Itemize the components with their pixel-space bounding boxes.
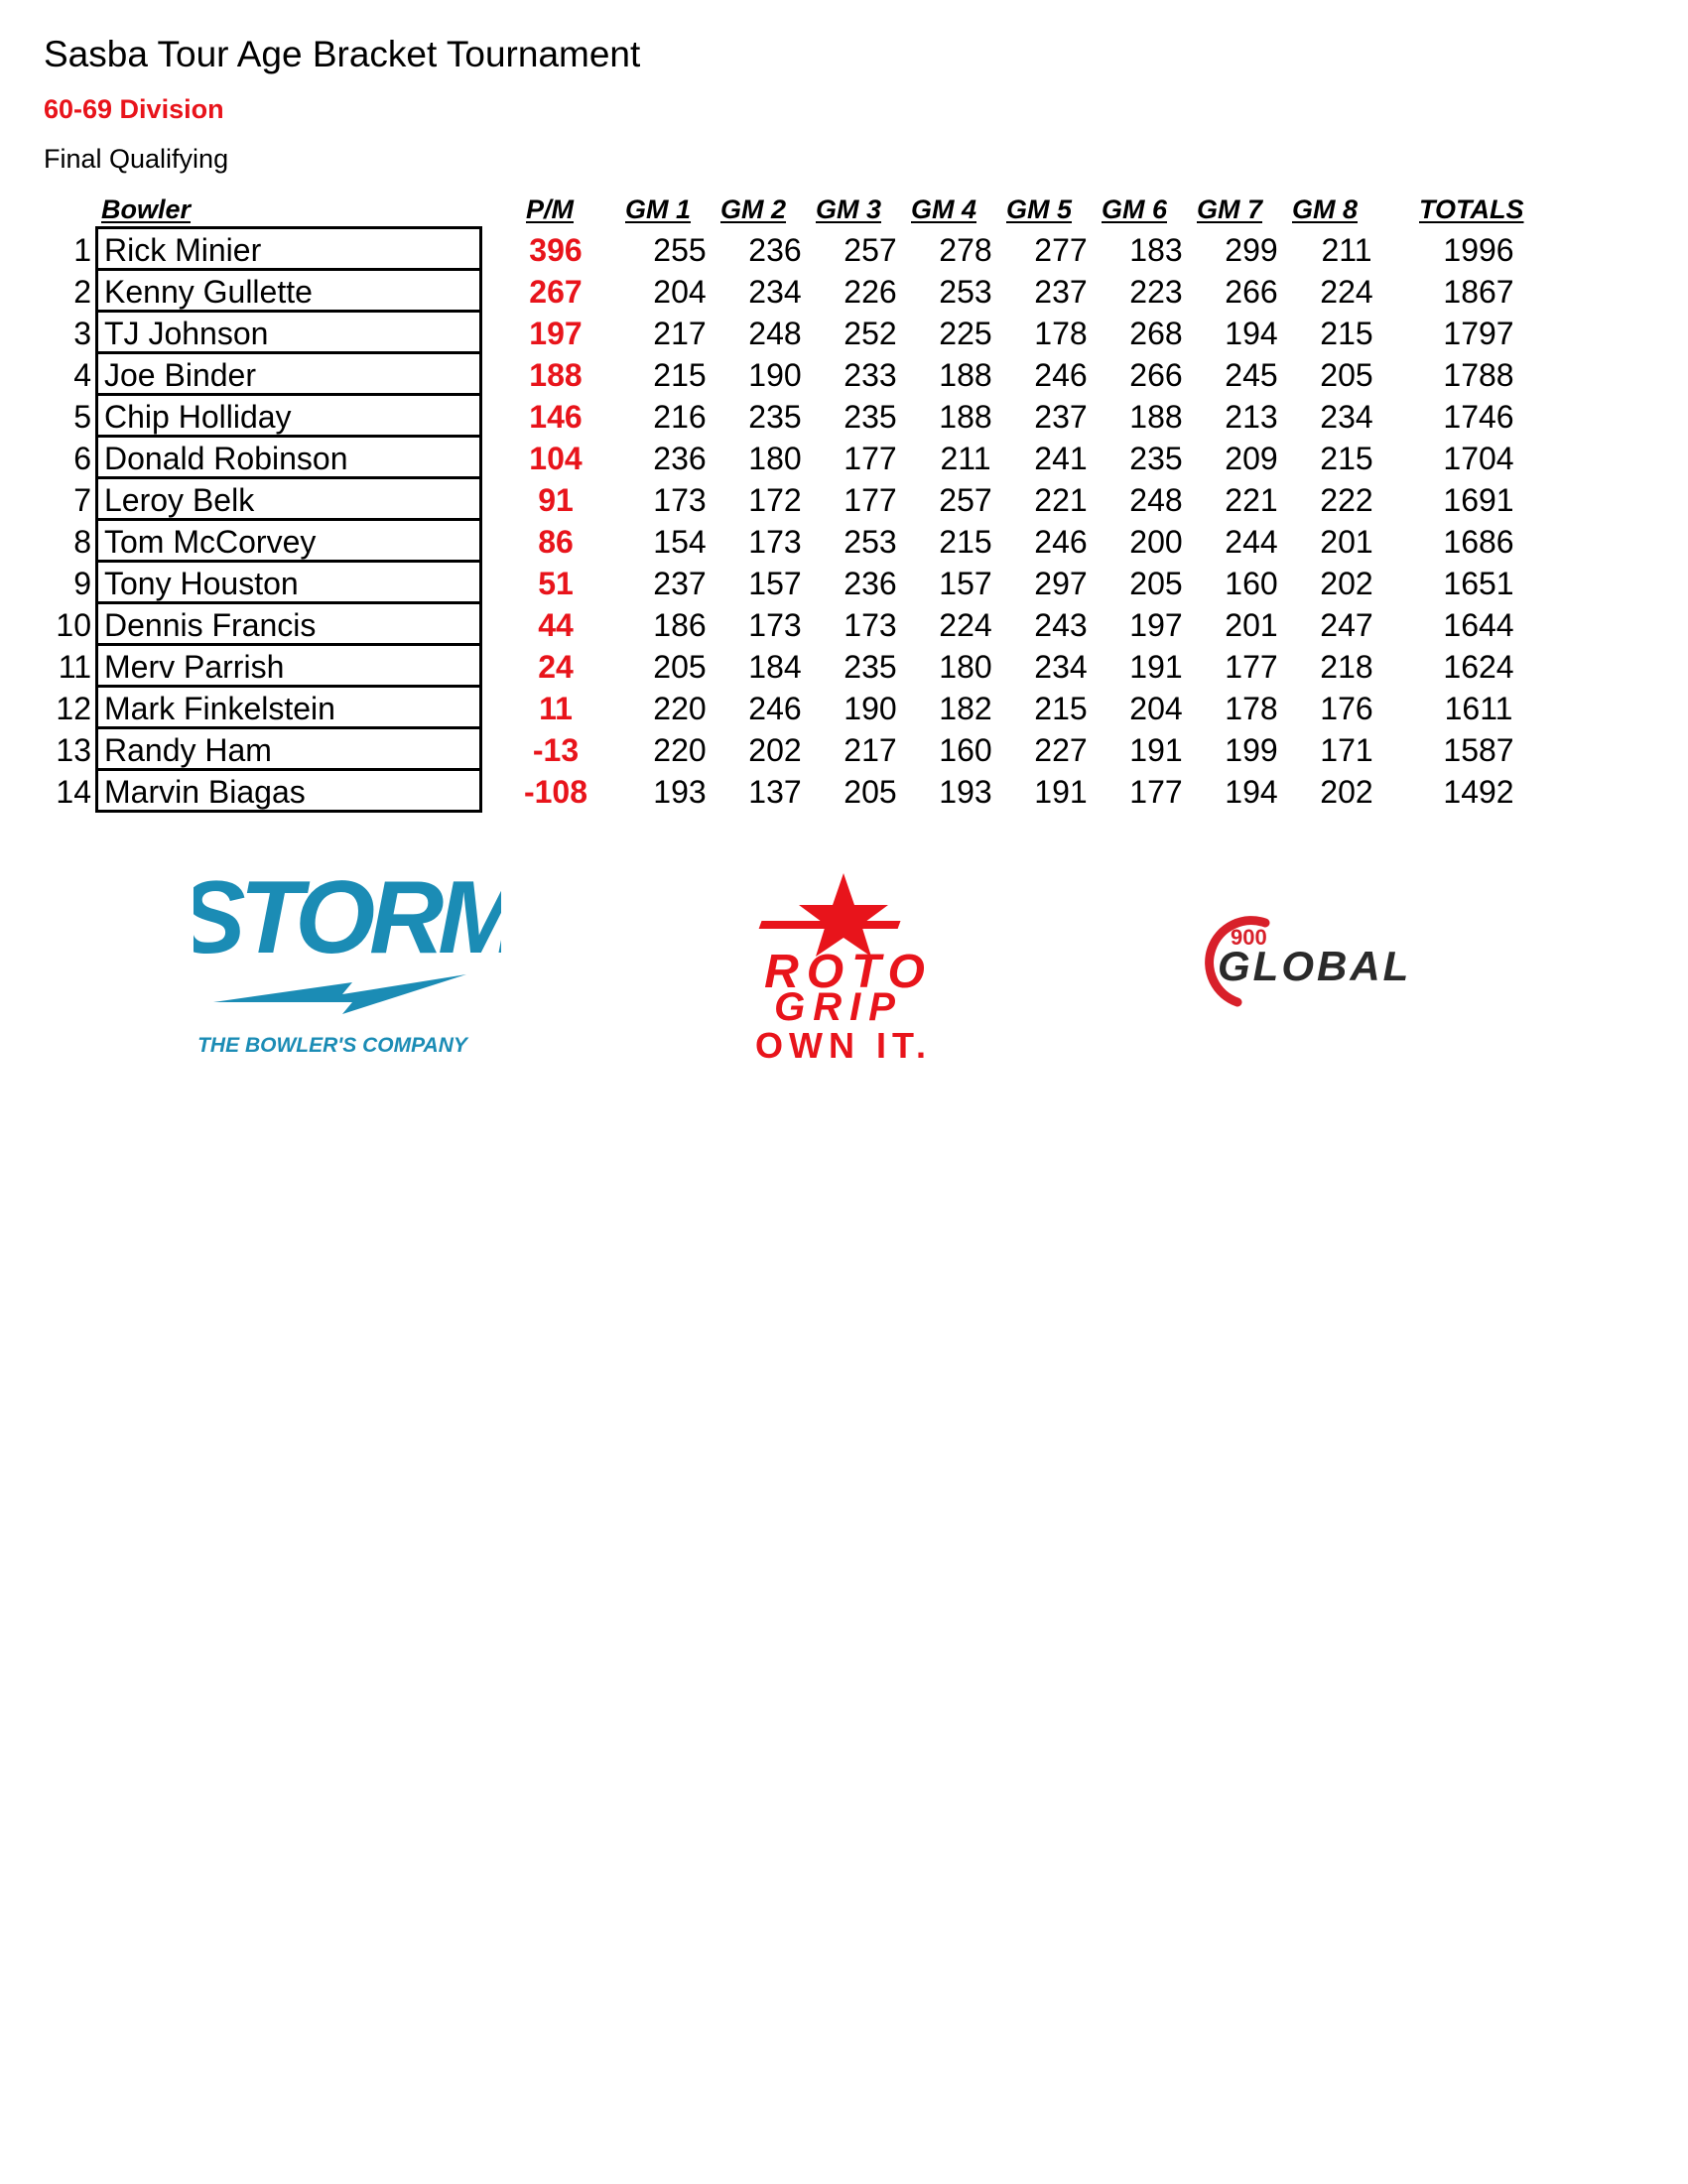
total-cell: 1644	[1443, 607, 1514, 643]
game-score-cell: 183	[1129, 232, 1183, 268]
game-score-cell: 220	[653, 732, 707, 768]
game-score-cell: 188	[1129, 399, 1183, 435]
game-score-cell: 204	[653, 274, 707, 310]
game-score-cell: 190	[748, 357, 802, 393]
pm-cell: 104	[529, 441, 583, 476]
game-score-cell: 246	[1034, 357, 1088, 393]
game-score-cell: 235	[1129, 441, 1183, 476]
game-score-cell: 171	[1320, 732, 1373, 768]
bowler-name-cell: TJ Johnson	[95, 313, 482, 354]
col-header-gm6: GM 6	[1102, 194, 1168, 224]
game-score-cell: 180	[748, 441, 802, 476]
col-header-gm4: GM 4	[911, 194, 977, 224]
game-score-cell: 236	[653, 441, 707, 476]
rank-cell: 8	[73, 524, 91, 560]
game-score-cell: 200	[1129, 524, 1183, 560]
game-score-cell: 201	[1225, 607, 1278, 643]
game-score-cell: 160	[1225, 566, 1278, 601]
bowler-name-cell: Tony Houston	[95, 563, 482, 604]
game-score-cell: 224	[1320, 274, 1373, 310]
global-logo	[1186, 903, 1513, 1012]
game-score-cell: 172	[748, 482, 802, 518]
col-header-pm: P/M	[526, 194, 575, 224]
pm-cell: 24	[538, 649, 574, 685]
global-logo-graphic	[1186, 903, 1513, 1012]
total-cell: 1797	[1443, 316, 1514, 351]
game-score-cell: 245	[1225, 357, 1278, 393]
game-score-cell: 160	[939, 732, 992, 768]
pm-cell: -13	[532, 732, 580, 768]
game-score-cell: 191	[1129, 649, 1183, 685]
game-score-cell: 205	[653, 649, 707, 685]
table-row	[0, 229, 1688, 271]
game-score-cell: 234	[1034, 649, 1088, 685]
star-icon	[799, 873, 888, 957]
pm-cell: 197	[529, 316, 583, 351]
game-score-cell: 204	[1129, 691, 1183, 726]
game-score-cell: 215	[653, 357, 707, 393]
table-row	[0, 688, 1688, 729]
game-score-cell: 182	[939, 691, 992, 726]
game-score-cell: 177	[844, 482, 897, 518]
rank-cell: 7	[73, 482, 91, 518]
game-score-cell: 177	[1129, 774, 1183, 810]
game-score-cell: 215	[1034, 691, 1088, 726]
rank-cell: 9	[73, 566, 91, 601]
game-score-cell: 205	[1129, 566, 1183, 601]
division-label: 60-69 Division	[44, 94, 224, 124]
rank-cell: 2	[73, 274, 91, 310]
game-score-cell: 188	[939, 357, 992, 393]
game-score-cell: 224	[939, 607, 992, 643]
game-score-cell: 194	[1225, 774, 1278, 810]
game-score-cell: 202	[748, 732, 802, 768]
storm-tagline: THE BOWLER'S COMPANY	[197, 1034, 467, 1057]
total-cell: 1587	[1443, 732, 1514, 768]
game-score-cell: 188	[939, 399, 992, 435]
bowler-name-cell: Rick Minier	[95, 229, 482, 271]
bowler-name-cell: Chip Holliday	[95, 396, 482, 438]
col-header-gm2: GM 2	[720, 194, 787, 224]
col-header-gm1: GM 1	[625, 194, 692, 224]
game-score-cell: 137	[748, 774, 802, 810]
game-score-cell: 221	[1034, 482, 1088, 518]
table-row	[0, 479, 1688, 521]
pm-cell: 146	[529, 399, 583, 435]
bowler-name-cell: Randy Ham	[95, 729, 482, 771]
game-score-cell: 237	[653, 566, 707, 601]
star-swoosh	[759, 921, 901, 929]
total-cell: 1867	[1443, 274, 1514, 310]
game-score-cell: 248	[1129, 482, 1183, 518]
storm-logo	[194, 853, 501, 1067]
game-score-cell: 157	[748, 566, 802, 601]
game-score-cell: 176	[1320, 691, 1373, 726]
table-row	[0, 313, 1688, 354]
game-score-cell: 205	[844, 774, 897, 810]
game-score-cell: 177	[844, 441, 897, 476]
pm-cell: 11	[539, 691, 573, 726]
bowler-name-cell: Donald Robinson	[95, 438, 482, 479]
total-cell: 1704	[1443, 441, 1514, 476]
game-score-cell: 235	[844, 399, 897, 435]
pm-cell: 188	[529, 357, 583, 393]
rank-cell: 10	[56, 607, 91, 643]
game-score-cell: 194	[1225, 316, 1278, 351]
col-header-bowler: Bowler	[101, 194, 192, 224]
game-score-cell: 193	[939, 774, 992, 810]
game-score-cell: 220	[653, 691, 707, 726]
game-score-cell: 257	[939, 482, 992, 518]
rank-cell: 5	[73, 399, 91, 435]
game-score-cell: 237	[1034, 274, 1088, 310]
storm-wordmark: STORM	[194, 860, 501, 975]
game-score-cell: 217	[844, 732, 897, 768]
lightning-bolt-icon	[213, 974, 466, 1014]
table-row	[0, 604, 1688, 646]
table-row	[0, 646, 1688, 688]
col-header-gm5: GM 5	[1006, 194, 1073, 224]
game-score-cell: 277	[1034, 232, 1088, 268]
game-score-cell: 199	[1225, 732, 1278, 768]
pm-cell: 44	[538, 607, 574, 643]
total-cell: 1996	[1443, 232, 1514, 268]
rank-cell: 12	[56, 691, 91, 726]
pm-cell: 86	[538, 524, 574, 560]
game-score-cell: 297	[1034, 566, 1088, 601]
game-score-cell: 184	[748, 649, 802, 685]
game-score-cell: 225	[939, 316, 992, 351]
game-score-cell: 243	[1034, 607, 1088, 643]
rank-cell: 6	[73, 441, 91, 476]
game-score-cell: 197	[1129, 607, 1183, 643]
section-subtitle: Final Qualifying	[44, 144, 229, 174]
bowler-name-cell: Joe Binder	[95, 354, 482, 396]
game-score-cell: 218	[1320, 649, 1373, 685]
game-score-cell: 241	[1034, 441, 1088, 476]
game-score-cell: 233	[844, 357, 897, 393]
pm-cell: 267	[529, 274, 583, 310]
game-score-cell: 154	[653, 524, 707, 560]
bowler-name-cell: Tom McCorvey	[95, 521, 482, 563]
game-score-cell: 216	[653, 399, 707, 435]
rotogrip-logo	[675, 873, 1022, 1062]
game-score-cell: 202	[1320, 774, 1373, 810]
game-score-cell: 209	[1225, 441, 1278, 476]
game-score-cell: 221	[1225, 482, 1278, 518]
game-score-cell: 173	[653, 482, 707, 518]
game-score-cell: 191	[1129, 732, 1183, 768]
game-score-cell: 205	[1320, 357, 1373, 393]
table-row	[0, 354, 1688, 396]
rank-cell: 13	[56, 732, 91, 768]
bowler-name-cell: Kenny Gullette	[95, 271, 482, 313]
col-header-gm3: GM 3	[816, 194, 882, 224]
rank-cell: 11	[58, 649, 91, 685]
col-header-gm7: GM 7	[1197, 194, 1263, 224]
table-row	[0, 438, 1688, 479]
game-score-cell: 215	[1320, 316, 1373, 351]
rank-cell: 14	[56, 774, 91, 810]
rank-cell: 3	[73, 316, 91, 351]
rotogrip-wordmark-roto: ROTO	[764, 946, 933, 998]
bowler-name-cell: Dennis Francis	[95, 604, 482, 646]
pm-cell: 396	[529, 232, 583, 268]
game-score-cell: 202	[1320, 566, 1373, 601]
total-cell: 1788	[1443, 357, 1514, 393]
game-score-cell: 236	[748, 232, 802, 268]
game-score-cell: 234	[748, 274, 802, 310]
game-score-cell: 173	[748, 524, 802, 560]
rotogrip-wordmark-grip: GRIP	[774, 985, 903, 1029]
table-row	[0, 271, 1688, 313]
total-cell: 1746	[1443, 399, 1514, 435]
game-score-cell: 177	[1225, 649, 1278, 685]
game-score-cell: 257	[844, 232, 897, 268]
game-score-cell: 252	[844, 316, 897, 351]
table-row	[0, 729, 1688, 771]
game-score-cell: 235	[748, 399, 802, 435]
game-score-cell: 244	[1225, 524, 1278, 560]
bowler-name-cell: Merv Parrish	[95, 646, 482, 688]
game-score-cell: 255	[653, 232, 707, 268]
game-score-cell: 222	[1320, 482, 1373, 518]
table-row	[0, 563, 1688, 604]
global-wordmark: GLOBAL	[1218, 943, 1412, 989]
game-score-cell: 157	[939, 566, 992, 601]
game-score-cell: 246	[1034, 524, 1088, 560]
total-cell: 1624	[1443, 649, 1514, 685]
game-score-cell: 227	[1034, 732, 1088, 768]
pm-cell: -108	[523, 774, 588, 810]
game-score-cell: 213	[1225, 399, 1278, 435]
game-score-cell: 268	[1129, 316, 1183, 351]
game-score-cell: 248	[748, 316, 802, 351]
game-score-cell: 246	[748, 691, 802, 726]
rotogrip-logo-graphic	[675, 873, 1022, 1062]
game-score-cell: 190	[844, 691, 897, 726]
pm-cell: 91	[538, 482, 574, 518]
page-title: Sasba Tour Age Bracket Tournament	[44, 34, 641, 74]
bowler-name-cell: Leroy Belk	[95, 479, 482, 521]
rotogrip-tagline: OWN IT.	[755, 1025, 932, 1062]
game-score-cell: 234	[1320, 399, 1373, 435]
game-score-cell: 223	[1129, 274, 1183, 310]
table-row	[0, 771, 1688, 813]
game-score-cell: 217	[653, 316, 707, 351]
game-score-cell: 236	[844, 566, 897, 601]
total-cell: 1651	[1443, 566, 1514, 601]
game-score-cell: 173	[748, 607, 802, 643]
game-score-cell: 193	[653, 774, 707, 810]
game-score-cell: 173	[844, 607, 897, 643]
game-score-cell: 178	[1225, 691, 1278, 726]
table-row	[0, 396, 1688, 438]
game-score-cell: 253	[939, 274, 992, 310]
game-score-cell: 235	[844, 649, 897, 685]
total-cell: 1492	[1443, 774, 1514, 810]
game-score-cell: 266	[1225, 274, 1278, 310]
table-row	[0, 521, 1688, 563]
col-header-totals: TOTALS	[1419, 194, 1524, 224]
game-score-cell: 278	[939, 232, 992, 268]
game-score-cell: 191	[1034, 774, 1088, 810]
game-score-cell: 299	[1225, 232, 1278, 268]
game-score-cell: 178	[1034, 316, 1088, 351]
game-score-cell: 215	[1320, 441, 1373, 476]
col-header-gm8: GM 8	[1292, 194, 1359, 224]
total-cell: 1611	[1444, 691, 1513, 726]
game-score-cell: 266	[1129, 357, 1183, 393]
game-score-cell: 180	[939, 649, 992, 685]
game-score-cell: 186	[653, 607, 707, 643]
game-score-cell: 211	[940, 441, 991, 476]
global-number: 900	[1231, 925, 1267, 950]
game-score-cell: 226	[844, 274, 897, 310]
storm-logo-graphic	[194, 853, 501, 1067]
game-score-cell: 211	[1321, 232, 1372, 268]
game-score-cell: 237	[1034, 399, 1088, 435]
game-score-cell: 253	[844, 524, 897, 560]
game-score-cell: 215	[939, 524, 992, 560]
total-cell: 1686	[1443, 524, 1514, 560]
rank-cell: 1	[73, 232, 91, 268]
game-score-cell: 247	[1320, 607, 1373, 643]
game-score-cell: 201	[1320, 524, 1373, 560]
bowler-name-cell: Marvin Biagas	[95, 771, 482, 813]
bowler-name-cell: Mark Finkelstein	[95, 688, 482, 729]
rank-cell: 4	[73, 357, 91, 393]
total-cell: 1691	[1443, 482, 1514, 518]
pm-cell: 51	[538, 566, 574, 601]
